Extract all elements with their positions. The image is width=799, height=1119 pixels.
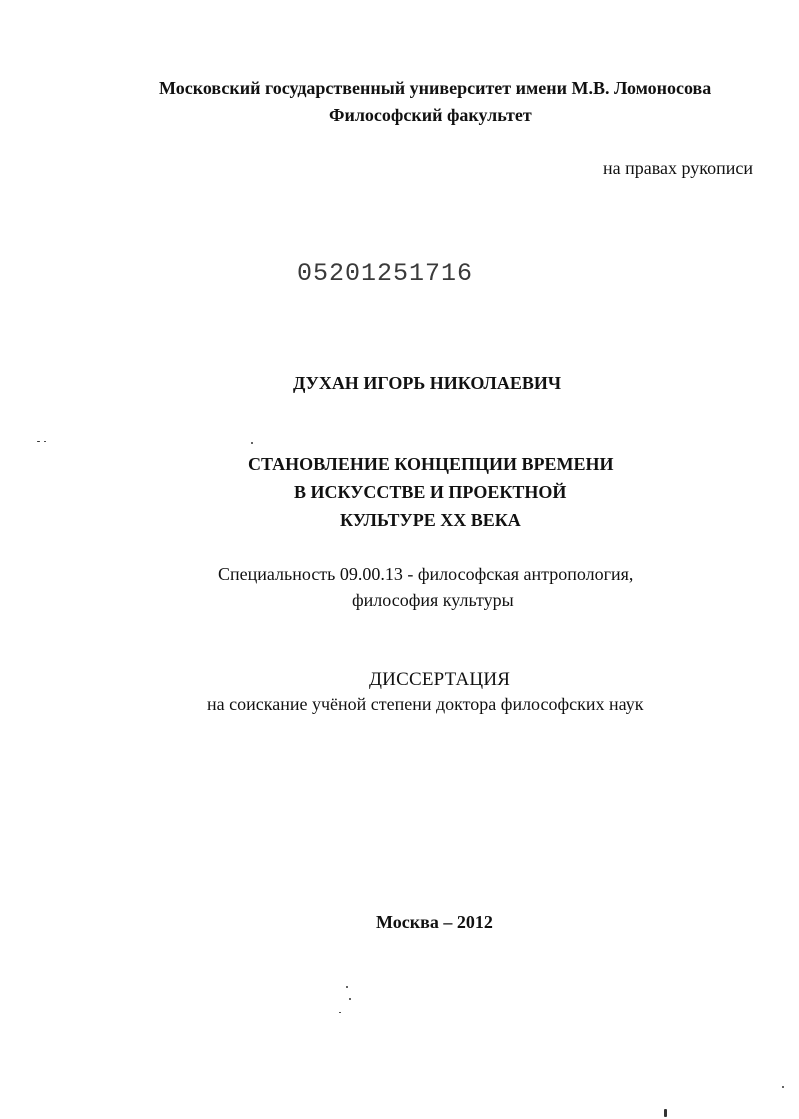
scan-speck <box>37 441 40 442</box>
scan-speck <box>251 442 253 444</box>
scan-speck <box>339 1012 341 1013</box>
title-line-1: СТАНОВЛЕНИЕ КОНЦЕПЦИИ ВРЕМЕНИ <box>248 454 614 474</box>
university-name: Московский государственный университет имени М.В. Ломоносова <box>159 78 712 98</box>
scan-speck <box>346 986 348 988</box>
title-line-2: В ИСКУССТВЕ И ПРОЕКТНОЙ <box>294 482 567 502</box>
title-line-3: КУЛЬТУРЕ XX ВЕКА <box>340 510 521 530</box>
library-stamp-number: 05201251716 <box>297 259 474 288</box>
specialty-line-1: Специальность 09.00.13 - философская антропология, <box>218 564 634 584</box>
specialty-line-2: философия культуры <box>352 590 514 610</box>
scan-speck <box>44 441 46 442</box>
document-type-label: ДИССЕРТАЦИЯ <box>369 669 511 690</box>
scan-speck <box>782 1086 784 1088</box>
scan-speck <box>349 998 351 1000</box>
author-name: ДУХАН ИГОРЬ НИКОЛАЕВИЧ <box>293 373 562 393</box>
city-year: Москва – 2012 <box>376 912 493 932</box>
degree-description: на соискание учёной степени доктора философских наук <box>207 694 644 714</box>
scan-speck <box>664 1109 667 1117</box>
faculty-name: Философский факультет <box>329 105 532 125</box>
manuscript-rights-note: на правах рукописи <box>603 158 753 178</box>
